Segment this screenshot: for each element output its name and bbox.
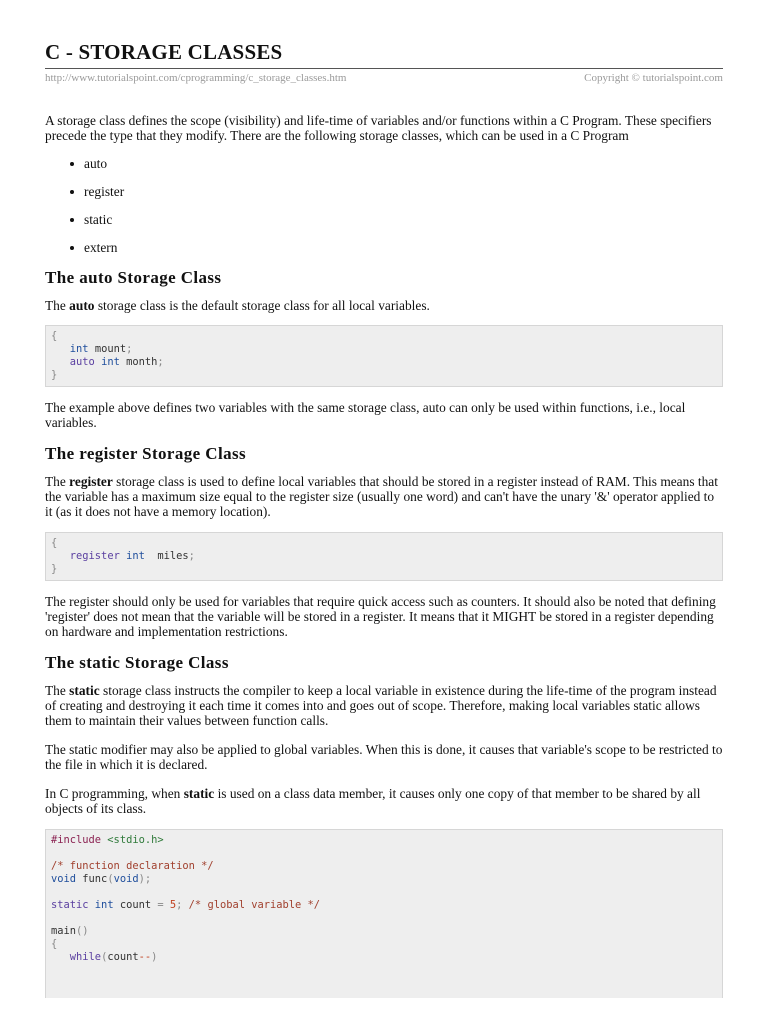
register-paragraph [45, 474, 723, 519]
auto-heading: The auto Storage Class [45, 268, 222, 287]
list-item-label: extern [84, 240, 118, 255]
keyword-bold: static [69, 683, 100, 698]
static-code-block [45, 829, 723, 998]
title-rule [45, 68, 723, 69]
list-item [45, 212, 723, 227]
code-token: main [51, 925, 77, 937]
code-token: ; [176, 899, 183, 911]
code-token: ); [138, 873, 152, 885]
code-token: ( [101, 951, 108, 963]
list-item-label: auto [84, 156, 108, 171]
code-token: count [113, 899, 158, 911]
text-fragment: storage class is used to define local variables that should be stored in a register instead of RAM. This means that the variable has a maximum size equal to the register size (usually one word) and can't have the unary '&' operator applied to it (as it does not have a memory location). [45, 474, 718, 519]
storage-class-list [45, 156, 723, 255]
text-fragment: The [45, 298, 70, 313]
code-token: while [69, 951, 102, 963]
page-title: C - STORAGE CLASSES [45, 40, 283, 64]
code-token: () [76, 925, 89, 937]
bullet-icon [70, 246, 74, 250]
code-token: } [51, 369, 58, 381]
code-token: { [51, 330, 58, 342]
code-token: { [51, 537, 58, 549]
code-token: = [157, 899, 164, 911]
auto-paragraph [45, 298, 723, 313]
code-token: ; [188, 550, 195, 562]
code-token: { [51, 938, 58, 950]
code-token: func [76, 873, 108, 885]
text-fragment: The [45, 683, 70, 698]
code-token: register [69, 550, 120, 562]
keyword-bold: static [183, 786, 215, 801]
code-token: /* global variable */ [182, 899, 321, 911]
list-item [45, 240, 723, 255]
register-explanation: The register should only be used for variables that require quick access such as counters. It should also be noted that defining 'register' does not mean that the variable will be stored in a register. It means that it MIGHT be stored in a register depending on hardware and implementation restrictions. [45, 594, 716, 639]
code-token: miles [144, 550, 189, 562]
register-heading: The register Storage Class [45, 444, 246, 463]
text-fragment: storage class is the default storage class for all local variables. [94, 298, 430, 313]
static-class-member-paragraph [45, 786, 723, 816]
source-url: http://www.tutorialspoint.com/cprogramming/c_storage_classes.htm [45, 72, 347, 84]
code-token: count [107, 951, 139, 963]
code-token: auto [69, 356, 95, 368]
bullet-icon [70, 190, 74, 194]
code-token: int [119, 550, 145, 562]
keyword-bold: register [69, 474, 113, 489]
text-fragment: is used on a class data member, it causes only one copy of that member to be shared by all objects of its class. [45, 786, 701, 816]
code-token: ; [157, 356, 164, 368]
intro-paragraph: A storage class defines the scope (visibility) and life-time of variables and/or functions within a C Program. These specifiers precede the type that they modify. There are the following storage classes, which can be used in a C Program [45, 113, 712, 143]
text-fragment: storage class instructs the compiler to keep a local variable in existence during the life-time of the program instead of creating and destroying it each time it comes into and goes out of scope. Therefore, making local variables static allows them to maintain their values between function calls. [45, 683, 717, 728]
code-token: void [51, 873, 77, 885]
code-token: #include [51, 834, 102, 846]
code-token: } [51, 563, 58, 575]
text-fragment: In C programming, when [45, 786, 184, 801]
article-body [45, 113, 723, 998]
static-paragraph [45, 683, 723, 728]
bullet-icon [70, 162, 74, 166]
code-token: ) [151, 951, 158, 963]
static-global-paragraph: The static modifier may also be applied to global variables. When this is done, it causes that variable's scope to be restricted to the file in which it is declared. [45, 742, 723, 772]
code-token: -- [138, 951, 152, 963]
code-token: mount [88, 343, 127, 355]
copyright-notice: Copyright © tutorialspoint.com [584, 72, 723, 84]
text-fragment: The [45, 474, 70, 489]
code-token: ; [126, 343, 133, 355]
code-token: 5 [163, 899, 177, 911]
register-code-block [45, 532, 723, 581]
code-token: <stdio.h> [101, 834, 164, 846]
auto-code-block [45, 325, 723, 387]
list-item [45, 184, 723, 199]
code-token: int [88, 899, 114, 911]
code-token: ( [107, 873, 114, 885]
code-token: void [113, 873, 139, 885]
list-item-label: register [84, 184, 125, 199]
code-token: int [69, 343, 89, 355]
code-token: month [119, 356, 158, 368]
list-item-label: static [84, 212, 113, 227]
static-heading: The static Storage Class [45, 653, 229, 672]
code-token: int [94, 356, 120, 368]
keyword-bold: auto [69, 298, 95, 313]
list-item [45, 156, 723, 171]
code-token: /* function declaration */ [51, 860, 214, 872]
code-token: static [51, 899, 89, 911]
bullet-icon [70, 218, 74, 222]
auto-explanation: The example above defines two variables with the same storage class, auto can only be used within functions, i.e., local variables. [45, 400, 686, 430]
